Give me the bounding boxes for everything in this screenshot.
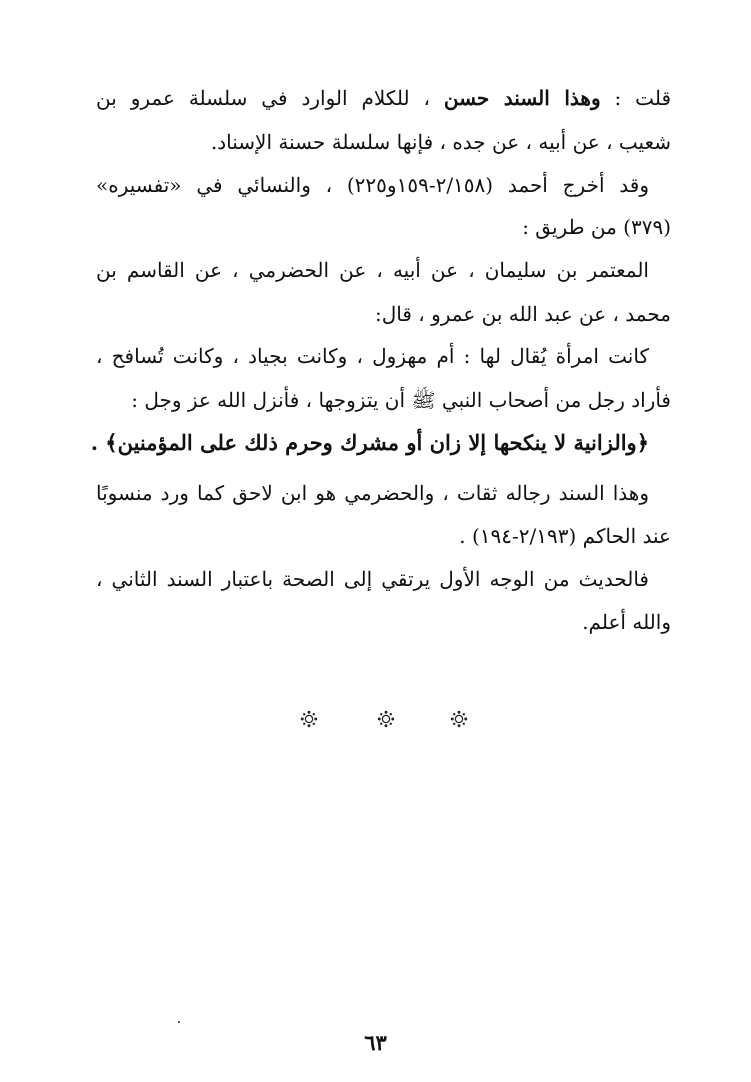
paragraph-1-rest: ، للكلام الوارد في سلسلة عمرو بن — [96, 86, 444, 110]
paragraph-4-line-2: فأراد رجل من أصحاب النبي ﷺ أن يتزوجها ، فأنزل الله عز وجل : — [131, 388, 671, 412]
flower-ornament-icon — [377, 710, 395, 728]
paragraph-1-bold-phrase: وهذا السند حسن — [443, 86, 601, 110]
paragraph-3-line-1: المعتمر بن سليمان ، عن أبيه ، عن الحضرمي ، عن القاسم بن — [96, 258, 649, 282]
paragraph-1-lead: قلت : — [600, 86, 672, 110]
quranic-verse: ﴿والزانية لا ينكحها إلا زان أو مشرك وحرم ذلك على المؤمنين﴾ . — [90, 430, 649, 455]
flower-ornament-icon — [450, 710, 468, 728]
flower-ornament-icon — [300, 710, 318, 728]
paragraph-6-line-2: والله أعلم. — [582, 610, 671, 634]
paragraph-5-line-2: عند الحاكم (٢/١٩٣-١٩٤) . — [459, 524, 671, 548]
scan-speck — [178, 1021, 180, 1023]
section-divider-ornaments — [0, 710, 751, 740]
paragraph-2-line-2: (٣٧٩) من طريق : — [522, 215, 671, 239]
paragraph-5-line-1: وهذا السند رجاله ثقات ، والحضرمي هو ابن لاحق كما ورد منسوبًا — [96, 481, 649, 505]
paragraph-2-line-1: وقد أخرج أحمد (٢/١٥٨-١٥٩و٢٢٥) ، والنسائي في «تفسيره» — [96, 173, 649, 197]
paragraph-1-line-1 — [96, 83, 671, 113]
paragraph-1-line-2: شعيب ، عن أبيه ، عن جده ، فإنها سلسلة حسنة الإسناد. — [210, 130, 671, 154]
paragraph-3-line-2: محمد ، عن عبد الله بن عمرو ، قال: — [375, 302, 671, 326]
page-number: ٦٣ — [364, 1030, 387, 1055]
paragraph-6-line-1: فالحديث من الوجه الأول يرتقي إلى الصحة باعتبار السند الثاني ، — [96, 567, 649, 591]
paragraph-4-line-1: كانت امرأة يُقال لها : أم مهزول ، وكانت بجياد ، وكانت تُسافح ، — [96, 344, 649, 368]
